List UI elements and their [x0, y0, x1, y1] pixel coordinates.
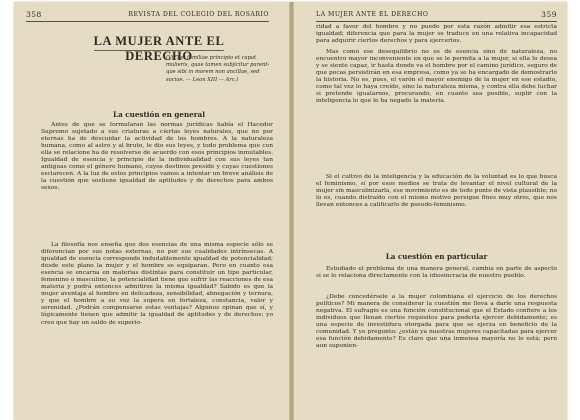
- left-header-rule: [26, 21, 269, 22]
- right-paragraph-3: Si el cultivo de la inteligencia y la educación de la voluntad es lo que busca el feminismo, sí por esos medios se trata de levantar el nivel cultural de la mujer sin masculinizarla, ese movimiento es de todo punto de vista plausible; no lo es, cuando distraído con el mismo motivo persigue fines muy otros, que nos llevan entonces a calificarlo de pseudo-feminismo.: [316, 174, 558, 209]
- right-page-number: 359: [541, 9, 557, 19]
- right-paragraph-2: Mas como ese desequilibrio no es de esencia sino de naturaleza, no encuentro mayor inconveniente en que se le permita a la mujer, si ella lo desea y se siente capaz, ir hasta donde va el hombre por el camino jurídico, seguro de que pocas persistirán en esa empresa, como ya se ha encargado de demostrarlo la historia. No es, pues, el varón el mayor enemigo de la mujer en ese estadio, como tal vez lo haya creído, sino la naturaleza misma, y contra ella debe luchar si pretende igualarnos, procurando, en cuanto sea posible, suplir con la inteligencia lo que le ha negado la materia.: [316, 49, 557, 105]
- article-title: LA MUJER ANTE EL DERECHO: [93, 34, 225, 63]
- title-rule: [94, 50, 224, 51]
- right-paragraph-1: ridad a favor del hombre y no puedo por esta razón admitir esa estricta igualdad; diferencia que para la mujer se traduce en una relativa incapacidad para adquirir ciertos derechos y para ejercerlos.: [316, 24, 557, 45]
- right-paragraph-4: Estudiado el problema de una manera general, cambia en parte de aspecto si se lo relaciona directamente con la idiosincracia de nuestro pueblo.: [316, 266, 557, 280]
- left-paragraph-1: Antes de que se formularan las normas jurídicas había el Hacedor Supremo sujetado a sus criaturas a ciertas leyes naturales, que no por eternas ha de descuidar la actividad de los hombres. A la naturaleza humana, como al astro y al bruto, le dio sus leyes, y todo problema que con ella se relacione ha de resolverse de acuerdo con esos principios inmutables. Igualdad de esencia y principio de la individualidad con sus leyes tan antiguas como el género humano, cuyos destinos preside y cuyas cuestiones esclarecen. A la luz de estos principios vamos a intentar un breve análisis de la cuestión que sostiene igualdad de aptitudes y de derechos para ambos sexos.: [41, 122, 273, 192]
- left-page: [14, 2, 289, 420]
- left-running-header: [26, 8, 269, 20]
- left-paragraph-2: La filosofía nos enseña que dos esencias de una misma especie sólo se diferencian por sus notas externas, no por sus cualidades intrínsecas. A igualdad de esencia corresponde indudablemente igualdad de potencialidad; desde este plano la mujer y el hombre se equiparan. Pero en cuanto esa esencia se encarna en materias distintas para constituir un tipo particular, femenino o masculino, la potencialidad tiene que sufrir las reacciones de esa materia y podrá entonces admitirse la misma igualdad? Sabido es que la mujer aventaja al hombre en delicadeza, sensibilidad, abnegación y ternura, y que el hombre a su vez la supera en fortaleza, constancia, valor y serenidad. ¿Podrán compensarse estas ventajas? Algunos opinan que sí, y lógicamente tienen que admitir la igualdad de aptitudes y de derechos; yo creo que hay un saldo de superio-: [41, 242, 273, 326]
- book-spread: [14, 2, 567, 420]
- section-heading-particular: La cuestión en particular: [385, 252, 488, 261]
- left-page-number: 358: [26, 9, 42, 19]
- section-heading-general: La cuestión en general: [113, 110, 205, 119]
- epigraph: (Vir est familiae principio et capat mulieris, quae tamen subjicitur parent-que sibi in morem non ancillae, sed sociae. — Leon XIII — Arc.): [166, 55, 270, 83]
- right-page: [294, 2, 567, 420]
- right-running-head-text: LA MUJER ANTE EL DERECHO: [316, 10, 429, 18]
- right-header-rule: [316, 21, 557, 22]
- right-running-header: [316, 8, 557, 20]
- right-paragraph-5: ¿Debe concedérsele a la mujer colombiana el ejercicio de los derechos políticos? Mi manera de considerar la cuestión me lleva a darle una respuesta negativa. El sufragio es una función constitucional que el Estado confiere a los individuos que llenan ciertos requisitos para poderla ejercer debidamente; es una especie de investidura otorgada para que se ejerza en beneficio de la comunidad. Y yo pregunto: ¿están ya nuestras mujeres capacitadas para ejercer esa función debidamente? Es claro que una inmensa mayoría no lo está; pero aun suponien-: [316, 294, 557, 350]
- left-running-head-text: REVISTA DEL COLEGIO DEL ROSARIO: [128, 10, 269, 18]
